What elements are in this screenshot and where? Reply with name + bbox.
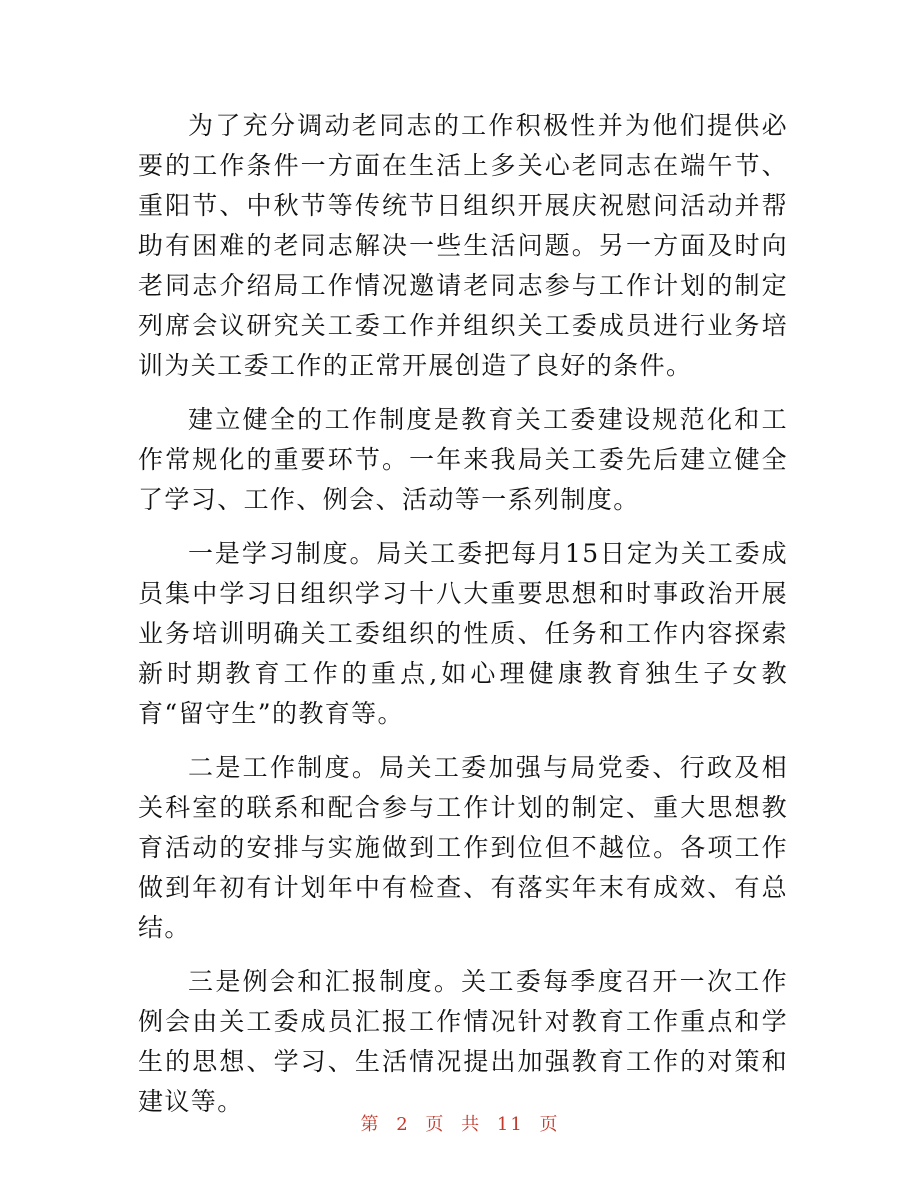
page-footer — [0, 1110, 920, 1136]
paragraph-3: 一是学习制度。局关工委把每月15日定为关工委成员集中学习日组织学习十八大重要思想和时事政治开展业务培训明确关工委组织的性质、任务和工作内容探索新时期教育工作的重点,如心理健康教育独生子女教育“留守生”的教育等。 — [138, 539, 788, 728]
footer-page-unit: 页 — [425, 1114, 446, 1135]
footer-page-number: 2 — [396, 1114, 410, 1135]
footer-total-pages: 11 — [496, 1114, 524, 1135]
footer-prefix: 第 — [360, 1114, 381, 1135]
paragraph-5: 三是例会和汇报制度。关工委每季度召开一次工作例会由关工委成员汇报工作情况针对教育工作重点和学生的思想、学习、生活情况提出加强教育工作的对策和建议等。 — [138, 967, 788, 1116]
footer-total-unit: 页 — [539, 1114, 560, 1135]
footer-total-label: 共 — [461, 1114, 482, 1135]
paragraph-4: 二是工作制度。局关工委加强与局党委、行政及相关科室的联系和配合参与工作计划的制定、重大思想教育活动的安排与实施做到工作到位但不越位。各项工作做到年初有计划年中有检查、有落实年末有成效、有总结。 — [138, 753, 788, 942]
paragraph-2: 建立健全的工作制度是教育关工委建设规范化和工作常规化的重要环节。一年来我局关工委先后建立健全了学习、工作、例会、活动等一系列制度。 — [138, 405, 788, 514]
paragraph-1: 为了充分调动老同志的工作积极性并为他们提供必要的工作条件一方面在生活上多关心老同志在端午节、重阳节、中秋节等传统节日组织开展庆祝慰问活动并帮助有困难的老同志解决一些生活问题。另一方面及时向老同志介绍局工作情况邀请老同志参与工作计划的制定列席会议研究关工委工作并组织关工委成员进行业务培训为关工委工作的正常开展创造了良好的条件。 — [138, 111, 788, 380]
document-body — [138, 100, 788, 1122]
